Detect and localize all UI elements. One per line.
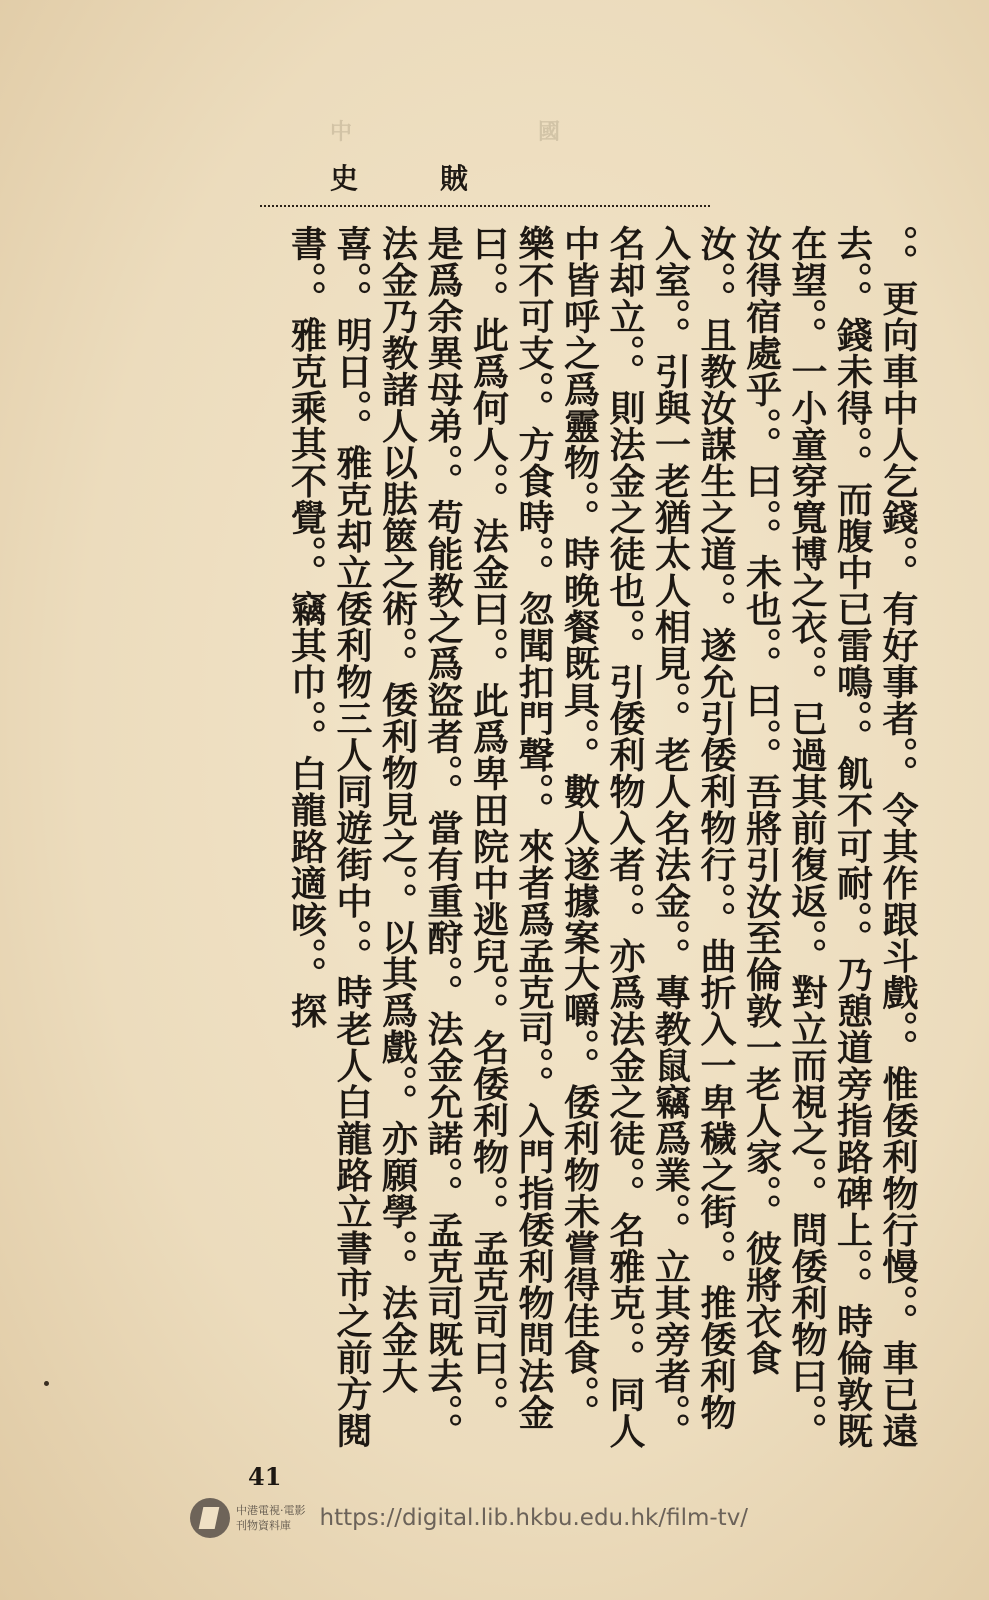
vertical-body-text: 。。更向車中人乞錢。。有好事者。。令其作跟斗戲。。惟倭利物行慢。。車已遠去。。錢未得。。而腹中已雷鳴。。飢不可耐。。乃憩道旁指路碑上。。時倫敦既在望。。一小童穿寬博之衣。。已過其前復返。。對立而視之。。問倭利物曰。。汝得宿處乎。。曰。。未也。。曰。。吾將引汝至倫敦一老人家。。彼將衣食汝。。且教汝謀生之道。。遂允引倭利物行。。曲折入一卑穢之街。。推倭利物入室。。引與一老猶太人相見。。老人名法金。。專教鼠竊爲業。。立其旁者。。名却立。。則法金之徒也。。引倭利物入者。。亦爲法金之徒。。名雅克。。同人中皆呼之爲靈物。。時晚餐既具。。數人遂據案大嚼。。倭利物未嘗得佳食。。樂不可支。。方食時。。忽聞扣門聲。。來者爲孟克司。。入門指倭利物問法金曰。。此爲何人。。法金曰。。此爲卑田院中逃兒。。名倭利物。。孟克司曰。。是爲余異母弟。。苟能教之爲盜者。。當有重酧。。法金允諾。。孟克司既去。。法金乃教諸人以胠篋之術。。倭利物見之。。以其爲戲。。亦願學。。法金大喜。。明日。。雅克却立倭利物三人同遊街中。。時老人白龍路立書市之前方閱書。。雅克乘其不覺。。竊其巾。。白龍路適咳。。探: [285, 225, 919, 1449]
bleed-through-header: [330, 115, 560, 145]
header-char-left: 史: [330, 162, 361, 195]
page-header: [330, 160, 470, 194]
archive-url: https://digital.lib.hkbu.edu.hk/film-tv/: [319, 1505, 749, 1531]
logo-line-1: 中港電視‧電影: [236, 1504, 306, 1517]
archive-logo-text: [236, 1503, 306, 1533]
header-divider: [260, 205, 710, 207]
archive-watermark: [190, 1490, 790, 1546]
ink-speck: [44, 1381, 49, 1386]
archive-logo-icon: [190, 1498, 230, 1538]
page-number: 41: [248, 1462, 282, 1491]
ghost-char-2: 國: [537, 119, 560, 145]
ghost-char-1: 中: [330, 119, 353, 145]
header-char-right: 賊: [439, 162, 470, 195]
logo-line-2: 刊物資料庫: [236, 1519, 291, 1532]
